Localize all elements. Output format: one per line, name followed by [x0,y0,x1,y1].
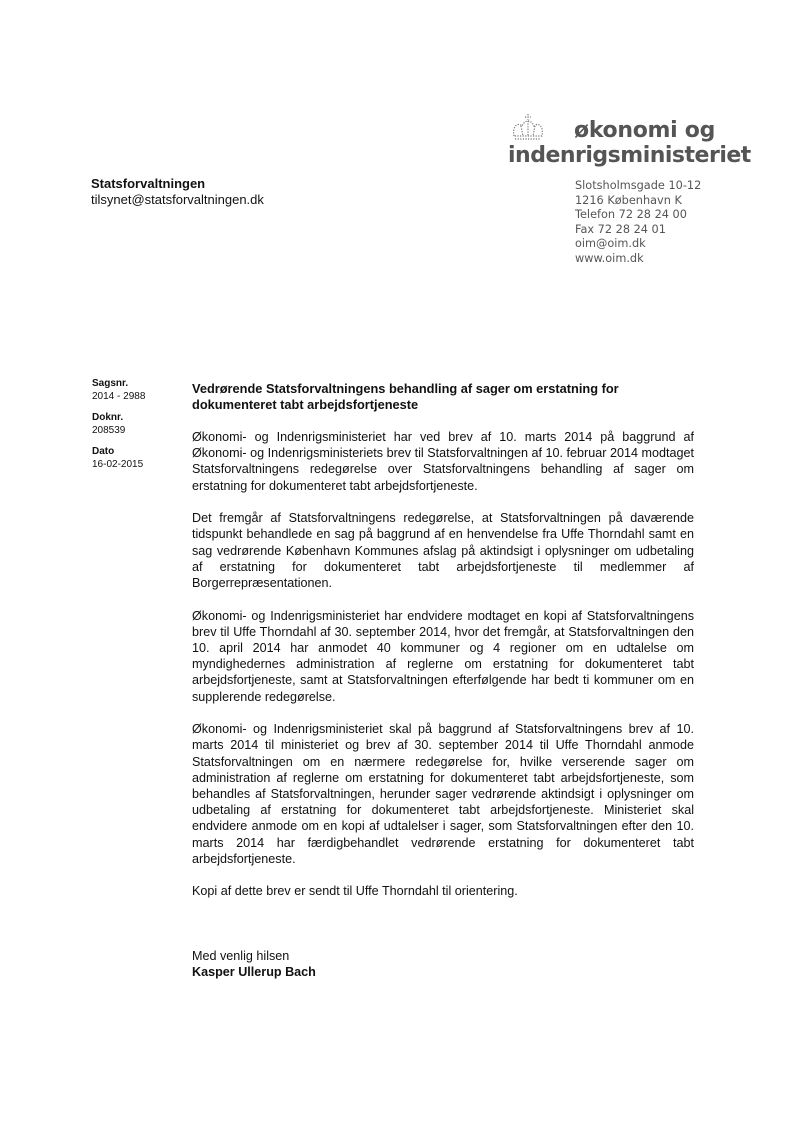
ministry-logo-line2: indenrigsministeriet [508,143,751,168]
doknr-label: Doknr. [92,412,124,423]
document-meta [92,378,182,480]
ministry-address [575,179,701,267]
letter-body [192,381,694,980]
crown-logo-icon [510,112,546,144]
signer-name: Kasper Ullerup Bach [192,964,316,979]
address-website[interactable]: www.oim.dk [575,251,644,265]
paragraph-5: Kopi af dette brev er sendt til Uffe Thorndahl til orientering. [192,884,518,899]
recipient-block [91,176,264,208]
closing-block [192,948,694,980]
paragraph-4: Økonomi- og Indenrigsministeriet skal på baggrund af Statsforvaltningens brev af 10. marts 2014 til ministeriet og brev af 30. september 2014 til Uffe Thorndahl anmode Statsforvaltningen om en nærmere redegørelse for, hvilke verserende sager om administration af reglerne om erstatning for dokumenteret tabt arbejdsfortjeneste, som behandles af Statsforvaltningen, herunder sager vedrørende aktindsigt i oplysninger om udbetaling af erstatning for dokumenteret tabt arbejdsfortjeneste. Ministeriet skal endvidere anmode om en kopi af udtalelser i sager, som Statsforvaltningen efter den 10. marts 2014 har færdigbehandlet vedrørende erstatning for dokumenteret tabt arbejdsfortjeneste. [192,722,694,866]
sagsnr-value: 2014 - 2988 [92,390,146,402]
recipient-name: Statsforvaltningen [91,176,206,191]
address-street: Slotsholmsgade 10-12 [575,179,702,192]
recipient-email[interactable]: tilsynet@statsforvaltningen.dk [91,192,264,207]
address-phone: Telefon 72 28 24 00 [575,208,687,222]
ministry-logo-line1: økonomi og [574,118,716,143]
paragraph-3: Økonomi- og Indenrigsministeriet har endvidere modtaget en kopi af Statsforvaltningens brev til Uffe Thorndahl af 30. september 2014, hvor det fremgår, at Statsforvaltningen den 10. april 2014 har anmodet 40 kommuner og 4 regioner om en udtalelse om myndighedernes administration af reglerne om erstatning for dokumenteret tabt arbejdsfortjeneste, samt at Statsforvaltningen efterfølgende har bedt ti kommuner om en supplerende redegørelse. [192,608,694,704]
address-fax: Fax 72 28 24 01 [575,222,666,236]
address-city: 1216 København K [575,193,682,207]
paragraph-2: Det fremgår af Statsforvaltningens redegørelse, at Statsforvaltningen på daværende tidspunkt behandlede en sag på baggrund af en henvendelse fra Uffe Thorndahl samt en sag vedrørende København Kommunes afslag på aktindsigt i oplysninger om udbetaling af erstatning for dokumenteret tabt arbejdsfortjeneste til medlemmer af Borgerrepræsentationen. [192,511,694,591]
dato-value: 16-02-2015 [92,458,144,470]
letter-subject: Vedrørende Statsforvaltningens behandling af sager om erstatning for dokumenteret tabt arbejdsfortjeneste [192,381,619,412]
address-email[interactable]: oim@oim.dk [575,237,646,251]
sagsnr-label: Sagsnr. [92,378,129,389]
doknr-value: 208539 [92,424,126,436]
closing-salutation: Med venlig hilsen [192,948,290,963]
paragraph-1: Økonomi- og Indenrigsministeriet har ved brev af 10. marts 2014 på baggrund af Økonomi- og Indenrigsministeriets brev til Statsforvaltningen af 10. februar 2014 modtaget Statsforvaltningens redegørelse over Statsforvaltningens behandling af sager om erstatning for dokumenteret tabt arbejdsfortjeneste. [192,430,694,493]
dato-label: Dato [92,446,115,457]
